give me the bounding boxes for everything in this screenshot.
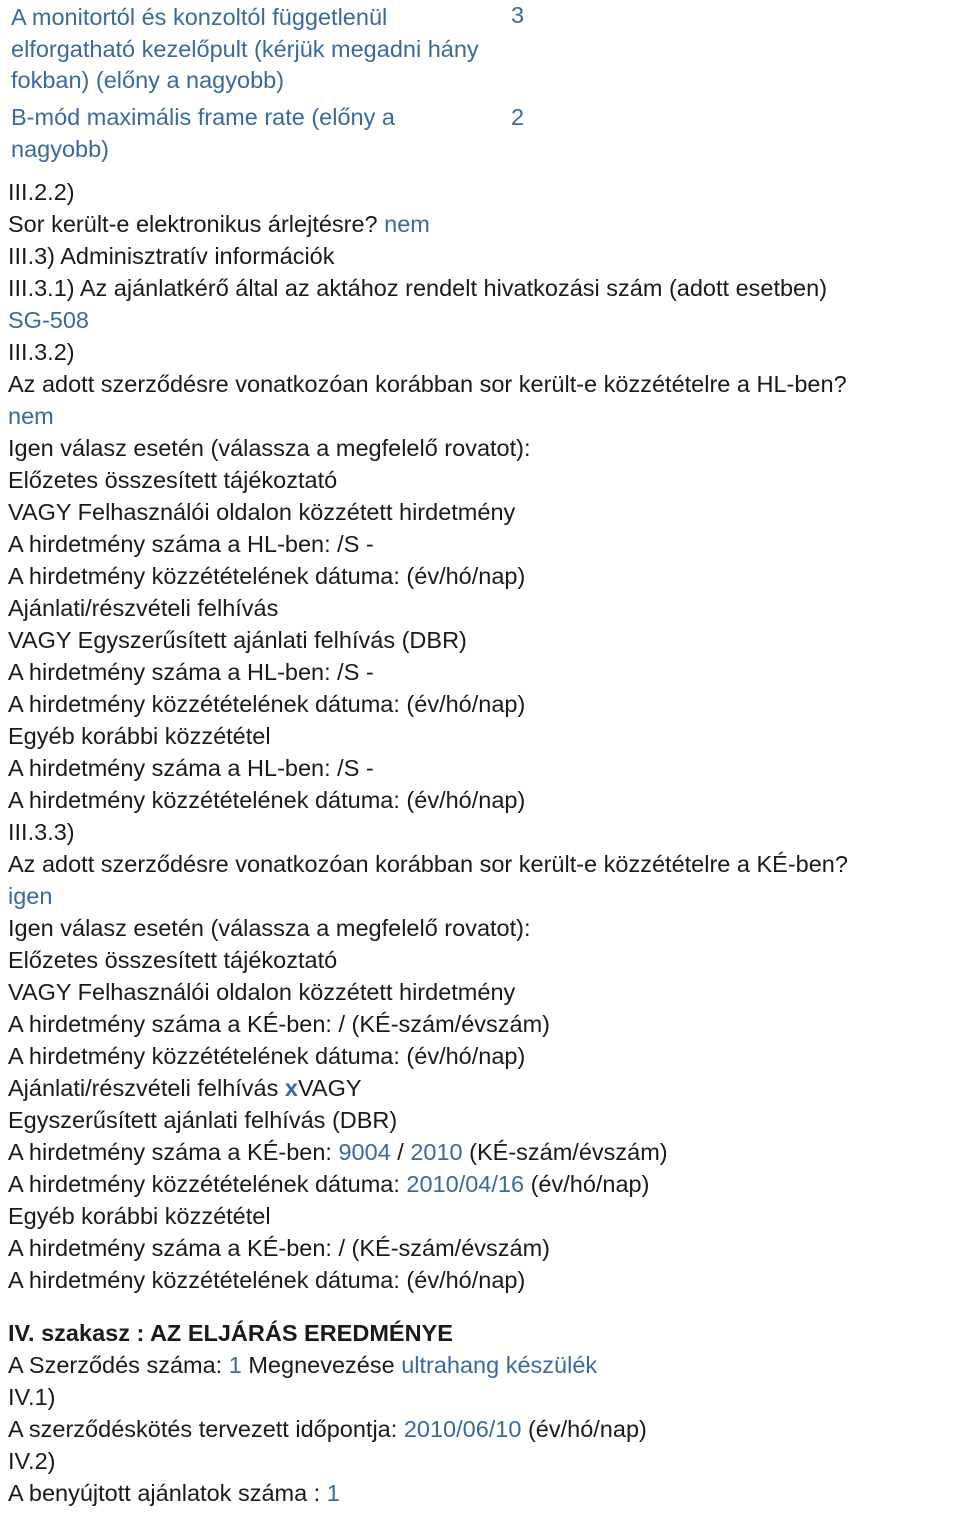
spacer (8, 1296, 958, 1317)
hl-notice-date: A hirdetmény közzétételének dátuma: (év/hó/nap) (8, 691, 526, 717)
hl-option: Ajánlati/részvételi felhívás (8, 595, 279, 621)
hl-option: Előzetes összesített tájékoztató (8, 467, 338, 493)
ke-if-yes: Igen válasz esetén (válassza a megfelelő rovatot): (8, 915, 531, 941)
auction-answer: nem (384, 211, 430, 237)
criterion-row (8, 102, 948, 176)
section-code: IV.2) (8, 1448, 56, 1474)
signing-date-value: 2010/06/10 (403, 1416, 522, 1442)
bids-count: 1 (326, 1480, 340, 1506)
reference-value: SG-508 (8, 307, 89, 333)
ke-option: Egyszerűsített ajánlati felhívás (DBR) (8, 1107, 398, 1133)
hl-option: VAGY Egyszerűsített ajánlati felhívás (DBR) (8, 627, 467, 653)
bids-line: A benyújtott ajánlatok száma : 1 (8, 1480, 340, 1506)
hl-answer: nem (8, 403, 54, 429)
section-code: III.2.2) (8, 179, 75, 205)
hl-notice-number: A hirdetmény száma a HL-ben: /S - (8, 755, 374, 781)
ke-notice-number: A hirdetmény száma a KÉ-ben: / (KÉ-szám/évszám) (8, 1235, 550, 1261)
selection-mark: x (284, 1075, 298, 1101)
ke-option: VAGY Felhasználói oldalon közzétett hirdetmény (8, 979, 516, 1005)
ke-notice-number: A hirdetmény száma a KÉ-ben: / (KÉ-szám/évszám) (8, 1011, 550, 1037)
hl-option: VAGY Felhasználói oldalon közzétett hirdetmény (8, 499, 516, 525)
section-code: III.3.3) (8, 819, 75, 845)
ke-answer: igen (8, 883, 53, 909)
hl-question: Az adott szerződésre vonatkozóan korábban sor került-e közzétételre a HL-ben? (8, 371, 847, 397)
contract-number: 1 (228, 1352, 242, 1378)
ke-notice-date: A hirdetmény közzétételének dátuma: (év/hó/nap) (8, 1043, 526, 1069)
contract-name: ultrahang készülék (401, 1352, 598, 1378)
ke-year-value: 2010 (410, 1139, 463, 1165)
criterion-label: B-mód maximális frame rate (előny a nagyobb) (11, 104, 395, 162)
signing-date-line: A szerződéskötés tervezett időpontja: 2010/06/10 (év/hó/nap) (8, 1416, 647, 1442)
hl-option: Egyéb korábbi közzététel (8, 723, 271, 749)
section-code: III.3.2) (8, 339, 75, 365)
ke-option: Előzetes összesített tájékoztató (8, 947, 338, 973)
ke-number-value: 9004 (338, 1139, 391, 1165)
hl-notice-number: A hirdetmény száma a HL-ben: /S - (8, 531, 374, 557)
hl-notice-date: A hirdetmény közzétételének dátuma: (év/hó/nap) (8, 563, 526, 589)
section-code: IV.1) (8, 1384, 56, 1410)
contract-line: A Szerződés száma: 1 Megnevezése ultrahang készülék (8, 1352, 598, 1378)
hl-if-yes: Igen válasz esetén (válassza a megfelelő rovatot): (8, 435, 531, 461)
criterion-weight: 3 (511, 2, 525, 28)
section-title: III.3) Adminisztratív információk (8, 243, 335, 269)
criterion-label: A monitortól és konzoltól függetlenül elforgatható kezelőpult (kérjük megadni hány fokban) (előny a nagyobb) (11, 4, 479, 93)
hl-notice-date: A hirdetmény közzétételének dátuma: (év/hó/nap) (8, 787, 526, 813)
ke-notice-number: A hirdetmény száma a KÉ-ben: 9004 / 2010 (KÉ-szám/évszám) (8, 1139, 668, 1165)
ke-option-selected: Ajánlati/részvételi felhívás xVAGY (8, 1075, 362, 1101)
hl-notice-number: A hirdetmény száma a HL-ben: /S - (8, 659, 374, 685)
reference-label: III.3.1) Az ajánlatkérő által az aktához rendelt hivatkozási szám (adott esetben) (8, 275, 828, 301)
auction-question: Sor került-e elektronikus árlejtésre? nem (8, 211, 430, 237)
section-heading: IV. szakasz : AZ ELJÁRÁS EREDMÉNYE (8, 1320, 453, 1346)
criterion-row (8, 0, 948, 102)
ke-date-value: 2010/04/16 (406, 1171, 525, 1197)
ke-notice-date: A hirdetmény közzétételének dátuma: 2010/04/16 (év/hó/nap) (8, 1171, 650, 1197)
ke-question: Az adott szerződésre vonatkozóan korábban sor került-e közzétételre a KÉ-ben? (8, 851, 848, 877)
criterion-weight: 2 (511, 104, 525, 130)
document-page (8, 0, 958, 1509)
ke-option: Egyéb korábbi közzététel (8, 1203, 271, 1229)
ke-notice-date: A hirdetmény közzétételének dátuma: (év/hó/nap) (8, 1267, 526, 1293)
